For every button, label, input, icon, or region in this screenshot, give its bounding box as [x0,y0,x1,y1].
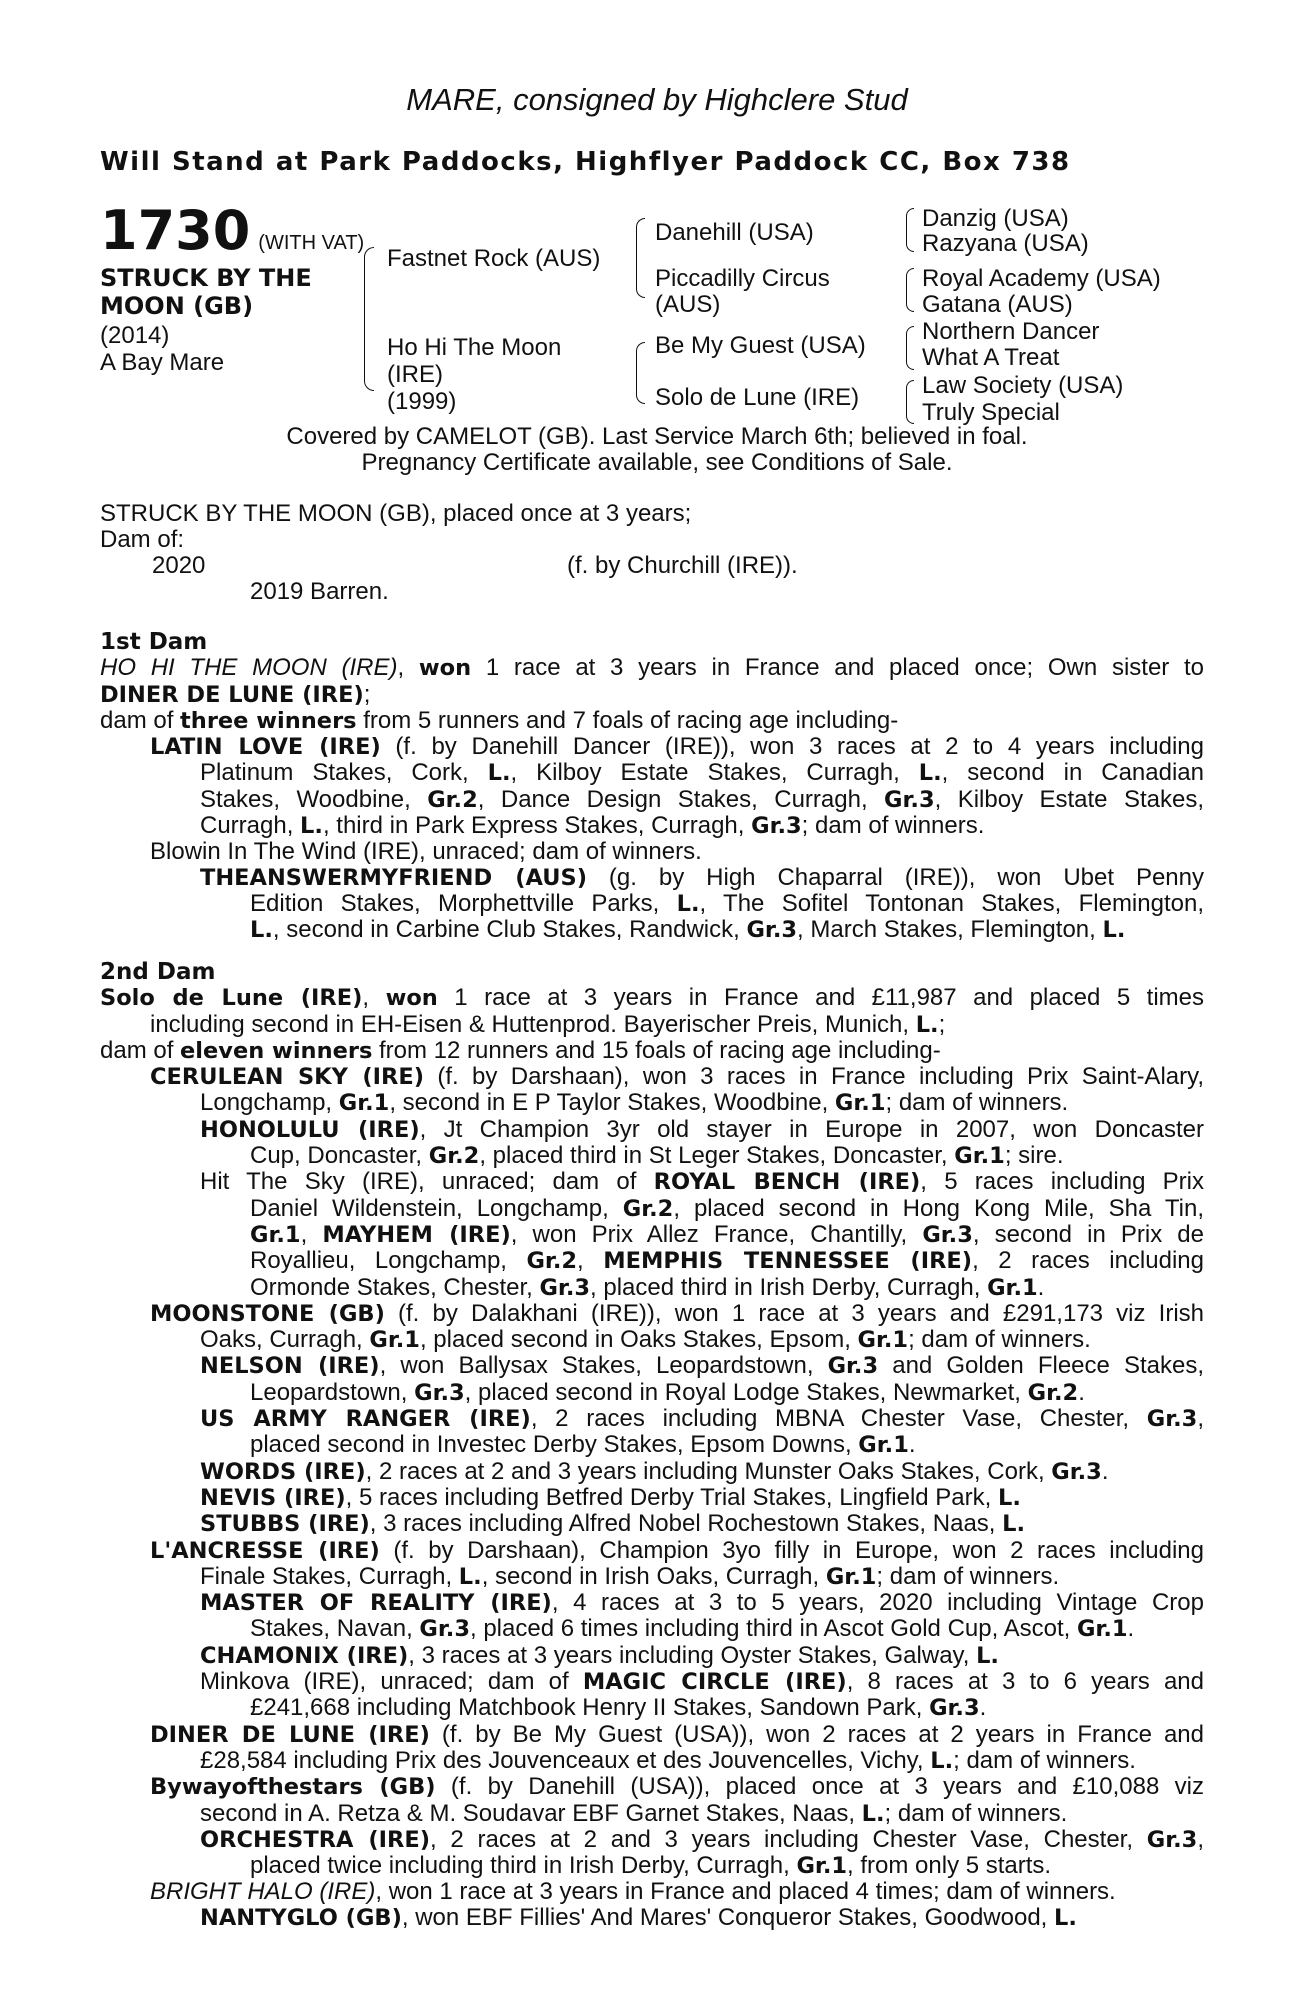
text: , placed second in Oaks Stakes, Epsom, [419,1327,858,1354]
bold-text: Gr.1 [796,1853,848,1880]
bold-text: L. [300,813,323,840]
text: ; dam of winners. [908,1327,1091,1354]
pedigree-text-line [100,1853,1204,1879]
pedigree-sire-dam-line-1: Piccadilly Circus [655,265,830,292]
horse-name [100,264,312,320]
bold-text: DINER DE LUNE (IRE) [100,681,364,708]
bold-text: Gr.3 [1146,1406,1198,1433]
bold-text: Gr.2 [1027,1379,1079,1406]
pedigree-text-line [100,1353,1204,1379]
pedigree-text-line [100,1327,1204,1353]
text: , Dance Design Stakes, Curragh, [477,786,885,813]
pedigree-dam-line-2: (IRE) [387,361,443,388]
bold-text: CERULEAN SKY (IRE) [150,1064,425,1091]
text: Cup, Doncaster, [250,1143,429,1170]
bold-text: US ARMY RANGER (IRE) [200,1406,531,1433]
bold-text: L. [1102,917,1126,944]
text: (f. by Be My Guest (USA)), won 2 races at 2 years in France and [429,1721,1204,1748]
bold-text: Gr.1 [954,1143,1005,1170]
text: Oaks, Curragh, [200,1327,370,1354]
first-dam-heading: 1st Dam [100,630,208,655]
text: (f. by Danehill Dancer (IRE)), won 3 races at 2 to 4 years including [380,734,1204,761]
bold-text: Solo de Lune (IRE) [100,985,363,1012]
text: ; dam of winners. [953,1747,1136,1774]
pedigree-text-line [100,813,1204,839]
text: 1 race at 3 years in France and placed once; Own sister to [471,655,1204,682]
text: ; sire. [1004,1143,1064,1170]
bold-text: Gr.3 [539,1274,591,1301]
text: from 12 runners and 15 foals of racing age including- [372,1037,941,1064]
pedigree-g5: Northern Dancer [922,318,1100,345]
pedigree-g1: Danzig (USA) [922,205,1069,232]
pedigree-sire-dam-line-2: (AUS) [655,291,721,318]
bold-text: Gr.1 [338,1090,390,1117]
text: , March Stakes, Flemington, [797,917,1103,944]
bold-text: won [385,985,438,1012]
pedigree-text-line [100,734,1204,760]
lot-number: 1730 [100,199,251,262]
pedigree-g7: Law Society (USA) [922,372,1124,399]
bold-text: ROYAL BENCH (IRE) [653,1169,921,1196]
horse-name-line-2: MOON (GB) [100,292,254,320]
bold-text: L. [1054,1904,1077,1931]
pedigree-text-line [100,1117,1204,1143]
bold-text: NELSON (IRE) [200,1353,380,1380]
text: , [577,1248,604,1275]
text: , second in Canadian [941,760,1204,787]
text: , [1197,1406,1204,1433]
pedigree-brace-dam [636,342,645,404]
pedigree-brace-g1 [906,208,914,252]
text: , placed second in Hong Kong Mile, Sha Tin, [673,1195,1204,1222]
foaling-year: (2014) [100,322,170,349]
bold-text: Gr.3 [1146,1826,1198,1853]
text: , [1197,1826,1204,1853]
text: (f. by Darshaan), Champion 3yo filly in Europe, won 2 races including [379,1537,1204,1564]
text: , 4 races at 3 to 5 years, 2020 including Vintage Crop [551,1590,1204,1617]
pedigree-text-line [100,1012,1204,1038]
bold-text: L. [676,890,700,917]
pedigree-text-line [100,1827,1204,1853]
italic-text: HO HI THE MOON (IRE) [100,655,398,682]
text: , Jt Champion 3yr old stayer in Europe in 2007, won Doncaster [419,1116,1204,1143]
pedigree-dam-line-1: Ho Hi The Moon [387,334,562,361]
bold-text: Gr.1 [987,1274,1038,1301]
pedigree-text-line [100,1774,1204,1800]
bold-text: Gr.2 [427,786,478,813]
first-dam-section [100,630,1204,944]
text: , 5 races including Betfred Derby Trial Stakes, Lingfield Park, [345,1484,998,1511]
bold-text: Gr.3 [414,1379,465,1406]
bold-text: DINER DE LUNE (IRE) [150,1721,430,1748]
text: , [362,985,386,1012]
bold-text: Gr.3 [827,1353,879,1380]
pedigree-text-line [100,1380,1204,1406]
text: , placed second in Royal Lodge Stakes, Newmarket, [464,1379,1028,1406]
bold-text: Gr.3 [1051,1458,1102,1485]
bold-text: L'ANCRESSE (IRE) [150,1537,380,1564]
bold-text: Gr.2 [526,1248,578,1275]
covering-line: Covered by CAMELOT (GB). Last Service March 6th; believed in foal. [286,423,1028,450]
text: Blowin In The Wind (IRE), unraced; dam of winners. [150,839,702,865]
pregnancy-certificate-line: Pregnancy Certificate available, see Conditions of Sale. [361,449,953,476]
bold-text: eleven winners [180,1037,373,1064]
pedigree-text-line [100,682,1204,708]
bold-text: Gr.3 [922,1221,973,1248]
bold-text: won [418,655,472,682]
text: . [908,1432,916,1459]
pedigree-g2: Razyana (USA) [922,230,1089,257]
text: Edition Stakes, Morphettville Parks, [250,890,677,917]
text: Longchamp, [200,1090,339,1117]
pedigree-text-line [100,1748,1204,1774]
text: , second in Prix de [972,1221,1204,1248]
bold-text: Gr.2 [622,1195,674,1222]
text: , second in Irish Oaks, Curragh, [481,1563,826,1590]
vat-note: (WITH VAT) [258,232,365,254]
bold-text: NEVIS (IRE) [200,1484,346,1511]
text: Leopardstown, [250,1379,415,1406]
pedigree-brace-main [364,247,374,391]
text: second in A. Retza & M. Soudavar EBF Garnet Stakes, Naas, [200,1800,862,1827]
bold-text: WORDS (IRE) [200,1458,366,1485]
horse-name-line-1: STRUCK BY THE [100,264,312,292]
pedigree-dam-sire: Be My Guest (USA) [655,332,866,359]
lot-number-block [100,199,365,262]
pedigree-text-line [100,917,1204,943]
text: , third in Park Express Stakes, Curragh, [322,813,752,840]
text: , second in E P Taylor Stakes, Woodbine, [389,1090,835,1117]
bold-text: L. [930,1747,954,1774]
pedigree-text-line [100,1038,1204,1064]
pedigree-text-line [100,1879,1204,1904]
text: . [1127,1616,1135,1643]
text: (f. by Darshaan), won 3 races in France including Prix Saint-Alary, [424,1064,1204,1091]
pedigree-text-line [100,1169,1204,1195]
text: ; dam of winners. [884,1800,1068,1827]
text: Stakes, Navan, [250,1616,420,1643]
second-dam-lines [100,985,1204,1931]
bold-text: ORCHESTRA (IRE) [200,1826,430,1853]
bold-text: L. [976,1642,999,1669]
pedigree-g4: Gatana (AUS) [922,291,1073,318]
text: £241,668 including Matchbook Henry II Stakes, Sandown Park, [250,1695,930,1722]
text: 1 race at 3 years in France and £11,987 and placed 5 times [437,985,1204,1012]
bold-text: three winners [180,707,357,734]
bold-text: Gr.3 [751,813,802,840]
produce-foal: (f. by Churchill (IRE)). [567,552,798,579]
text: ; dam of winners. [801,813,985,840]
text: Daniel Wildenstein, Longchamp, [250,1195,623,1222]
text: ; dam of winners. [885,1090,1069,1117]
bold-text: MOONSTONE (GB) [150,1300,385,1327]
bold-text: Gr.1 [250,1221,301,1248]
bold-text: NANTYGLO (GB) [200,1904,402,1931]
text: £28,584 including Prix des Jouvenceaux et des Jouvencelles, Vichy, [200,1747,931,1774]
text: Stakes, Woodbine, [200,786,428,813]
bold-text: Gr.3 [929,1695,980,1722]
pedigree-text-line [100,865,1204,891]
bold-text: Gr.1 [369,1327,420,1354]
text: , 2 races at 2 and 3 years including Chester Vase, Chester, [430,1826,1147,1853]
bold-text: STUBBS (IRE) [200,1511,370,1538]
text: , Kilboy Estate Stakes, [934,786,1204,813]
bold-text: MASTER OF REALITY (IRE) [200,1590,552,1617]
bold-text: HONOLULU (IRE) [200,1116,420,1143]
produce-year: 2020 [152,552,206,579]
pedigree-text-line [100,787,1204,813]
first-dam-lines [100,655,1204,943]
text: (f. by Danehill (USA)), placed once at 3 years and £10,088 viz [435,1774,1204,1801]
text: , placed third in Irish Derby, Curragh, [590,1274,988,1301]
pedigree-text-line [100,1722,1204,1748]
pedigree-text-line [100,1064,1204,1090]
pedigree-brace-sire [636,218,645,298]
bold-text: L. [458,1563,482,1590]
pedigree-text-line [100,1459,1204,1485]
text: , [300,1221,323,1248]
text: . [1037,1274,1045,1301]
text: Ormonde Stakes, Chester, [250,1274,540,1301]
text: Finale Stakes, Curragh, [200,1563,459,1590]
pedigree-dam-line-3: (1999) [387,388,457,415]
stand-location: Will Stand at Park Paddocks, Highflyer Paddock CC, Box 738 [100,147,1071,177]
text: , 3 races at 3 years including Oyster Stakes, Galway, [408,1642,977,1669]
text: dam of [100,1037,181,1064]
bold-text: MAGIC CIRCLE (IRE) [582,1669,847,1696]
bold-text: MEMPHIS TENNESSEE (IRE) [603,1248,973,1275]
bold-text: Gr.1 [834,1090,886,1117]
second-dam-section [100,960,1204,1931]
text: , placed 6 times including third in Ascot Gold Cup, Ascot, [469,1616,1077,1643]
text: , 3 races including Alfred Nobel Rochestown Stakes, Naas, [369,1511,1003,1538]
bold-text: Bywayofthestars (GB) [150,1774,436,1801]
bold-text: L. [861,1800,885,1827]
bold-text: L. [915,1011,939,1038]
text: Platinum Stakes, Cork, [200,760,488,787]
bold-text: L. [918,760,942,787]
pedigree-text-line [100,1564,1204,1590]
pedigree-text-line [100,1669,1204,1695]
pedigree-text-line [100,655,1204,681]
bold-text: L. [250,917,273,944]
pedigree-text-line [100,1643,1204,1669]
pedigree-text-line [100,985,1204,1011]
text: (g. by High Chaparral (IRE)), won Ubet Penny [587,864,1204,891]
text: , won 1 race at 3 years in France and placed 4 times; dam of winners. [375,1879,1116,1905]
pedigree-g6: What A Treat [922,344,1060,371]
pedigree-text-line [100,1143,1204,1169]
pedigree-text-line [100,708,1204,734]
pedigree-text-line [100,891,1204,917]
text: , 5 races including Prix [920,1169,1204,1196]
bold-text: THEANSWERMYFRIEND (AUS) [200,864,587,891]
bold-text: Gr.3 [746,917,798,944]
text: , won Ballysax Stakes, Leopardstown, [379,1353,828,1380]
bold-text: Gr.1 [858,1432,909,1459]
text: Hit The Sky (IRE), unraced; dam of [200,1169,654,1196]
text: , won Prix Allez France, Chantilly, [510,1221,923,1248]
bold-text: CHAMONIX (IRE) [200,1642,409,1669]
pedigree-text-line [100,839,1204,864]
text: . [1101,1458,1109,1485]
text: including second in EH-Eisen & Huttenprod. Bayerischer Preis, Munich, [150,1011,916,1038]
pedigree-brace-g4 [906,380,914,424]
text: (f. by Dalakhani (IRE)), won 1 race at 3 years and £291,173 viz Irish [384,1300,1204,1327]
text: , placed third in St Leger Stakes, Doncaster, [479,1143,955,1170]
pedigree-text-line [100,1248,1204,1274]
horse-description: A Bay Mare [100,349,225,376]
text: . [1078,1379,1085,1406]
bold-text: L. [487,760,511,787]
text: Minkova (IRE), unraced; dam of [200,1669,583,1696]
pedigree-g8: Truly Special [922,399,1060,426]
pedigree-text-line [100,1485,1204,1511]
pedigree-text-line [100,1196,1204,1222]
bold-text: Gr.3 [884,786,935,813]
produce-barren: 2019 Barren. [250,578,389,605]
text: placed second in Investec Derby Stakes, Epsom Downs, [250,1432,859,1459]
pedigree-text-line [100,1695,1204,1721]
pedigree-brace-g3 [906,326,914,370]
pedigree-g3: Royal Academy (USA) [922,265,1161,292]
bold-text: L. [997,1484,1021,1511]
bold-text: Gr.1 [857,1327,909,1354]
pedigree-text-line [100,1538,1204,1564]
pedigree-text-line [100,760,1204,786]
text: from 5 runners and 7 foals of racing age including- [356,707,899,734]
pedigree-brace-g2 [906,268,914,312]
text: , Kilboy Estate Stakes, Curragh, [510,760,919,787]
pedigree-dam-dam: Solo de Lune (IRE) [655,384,860,411]
bold-text: Gr.3 [419,1616,470,1643]
bold-text: Gr.1 [1076,1616,1128,1643]
text: . [979,1695,987,1722]
text: , [397,655,419,682]
produce-summary: STRUCK BY THE MOON (GB), placed once at 3 years; [100,500,692,527]
pedigree-text-line [100,1222,1204,1248]
text: ; [938,1011,946,1038]
pedigree-text-line [100,1090,1204,1116]
bold-text: MAYHEM (IRE) [322,1221,511,1248]
text: placed twice including third in Irish Derby, Curragh, [250,1853,797,1880]
page-title: MARE, consigned by Highclere Stud [406,82,908,117]
text: , The Sofitel Tontonan Stakes, Flemington, [699,890,1204,917]
produce-dam-of: Dam of: [100,526,185,553]
text: dam of [100,707,181,734]
pedigree-text-line [100,1590,1204,1616]
pedigree-text-line [100,1511,1204,1537]
pedigree-text-line [100,1616,1204,1642]
second-dam-heading: 2nd Dam [100,960,216,985]
bold-text: Gr.2 [428,1143,480,1170]
bold-text: LATIN LOVE (IRE) [150,734,381,761]
text: , 8 races at 3 to 6 years and [846,1669,1204,1696]
pedigree-text-line [100,1301,1204,1327]
pedigree-sire: Fastnet Rock (AUS) [387,245,601,272]
text: , 2 races including MBNA Chester Vase, Chester, [530,1406,1147,1433]
text: , won EBF Fillies' And Mares' Conqueror Stakes, Goodwood, [401,1904,1055,1931]
text: , second in Carbine Club Stakes, Randwick, [272,917,747,944]
pedigree-text-line [100,1432,1204,1458]
text: Royallieu, Longchamp, [250,1248,527,1275]
pedigree-sire-sire: Danehill (USA) [655,219,814,246]
pedigree-text-line [100,1275,1204,1301]
bold-text: Gr.1 [825,1563,877,1590]
text: , from only 5 starts. [847,1853,1052,1880]
italic-text: BRIGHT HALO (IRE) [150,1879,376,1905]
text: Curragh, [200,813,301,840]
pedigree-text-line [100,1801,1204,1827]
pedigree-text-line [100,1406,1204,1432]
text: , 2 races including [972,1248,1204,1275]
text: , 2 races at 2 and 3 years including Munster Oaks Stakes, Cork, [365,1458,1052,1485]
text: ; [363,681,371,708]
bold-text: L. [1002,1511,1026,1538]
pedigree-text-line [100,1905,1204,1931]
text: ; dam of winners. [876,1563,1060,1590]
text: and Golden Fleece Stakes, [878,1353,1204,1380]
